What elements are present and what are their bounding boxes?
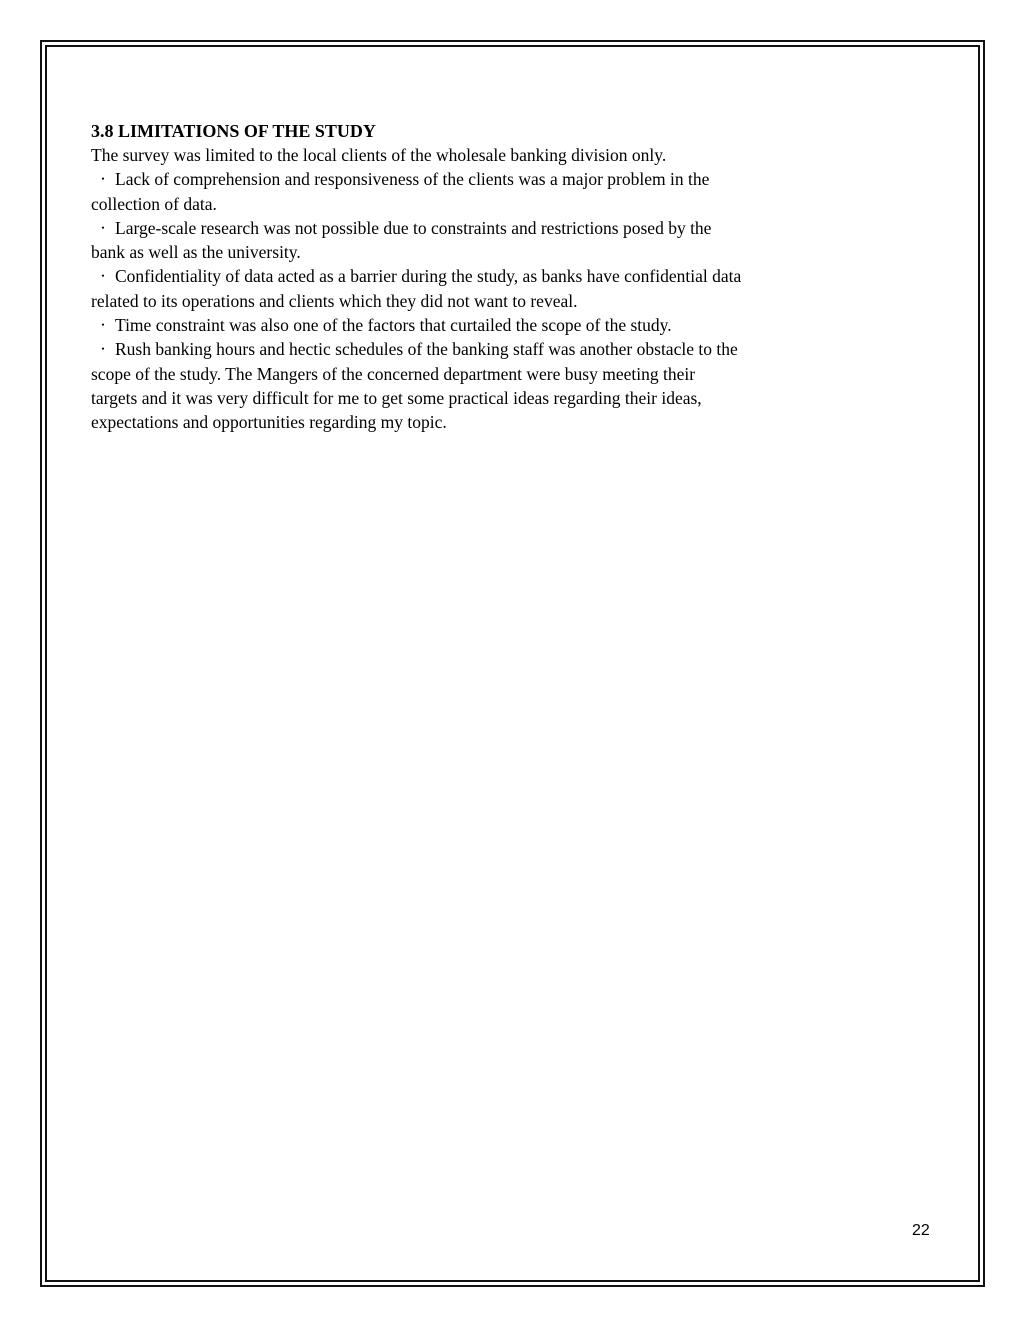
- bullet-text-continued: targets and it was very difficult for me to get some practical ideas regarding their ideas,: [91, 387, 702, 408]
- bullet-item-confidentiality: [91, 264, 851, 313]
- bullet-text: Confidentiality of data acted as a barrier during the study, as banks have confidential data: [115, 266, 742, 287]
- bullet-text: Rush banking hours and hectic schedules of the banking staff was another obstacle to the: [115, 339, 738, 360]
- bullet-text-continued: collection of data.: [91, 193, 217, 214]
- limitations-section: [91, 119, 851, 435]
- bullet-item-comprehension: [91, 167, 851, 216]
- bullet-text-continued: related to its operations and clients which they did not want to reveal.: [91, 290, 578, 311]
- bullet-dot-icon: ・: [96, 318, 109, 333]
- bullet-dot-icon: ・: [96, 220, 109, 235]
- bullet-item-large-scale: [91, 216, 851, 265]
- bullet-text: Time constraint was also one of the factors that curtailed the scope of the study.: [115, 315, 672, 336]
- page-number: 22: [912, 1222, 930, 1239]
- bullet-text: Large-scale research was not possible due to constraints and restrictions posed by the: [115, 217, 712, 238]
- bullet-item-time-constraint: [91, 313, 851, 337]
- bullet-dot-icon: ・: [96, 342, 109, 357]
- bullet-text-continued: scope of the study. The Mangers of the concerned department were busy meeting their: [91, 363, 696, 384]
- intro-paragraph: The survey was limited to the local clients of the wholesale banking division only.: [91, 145, 667, 165]
- bullet-text-continued: expectations and opportunities regarding my topic.: [91, 412, 447, 433]
- bullet-dot-icon: ・: [96, 172, 109, 187]
- bullet-text: Lack of comprehension and responsiveness of the clients was a major problem in the: [115, 169, 710, 190]
- section-heading: 3.8 LIMITATIONS OF THE STUDY: [91, 121, 376, 141]
- bullet-dot-icon: ・: [96, 269, 109, 284]
- bullet-text-continued: bank as well as the university.: [91, 242, 301, 263]
- bullet-item-rush-hours: [91, 337, 851, 434]
